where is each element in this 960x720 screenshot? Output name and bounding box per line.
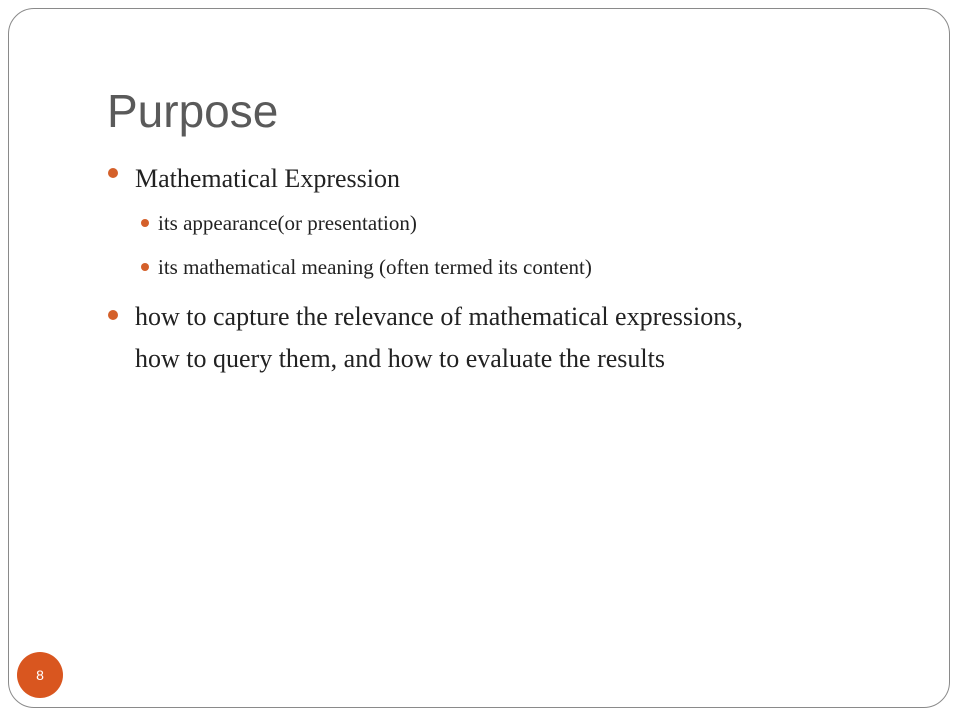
slide-title: Purpose xyxy=(107,85,279,137)
bullet-item: Mathematical Expression xyxy=(135,164,400,193)
sub-bullet-dot-icon xyxy=(141,263,149,271)
page-number-badge: 8 xyxy=(17,652,63,698)
sub-bullet-item: its appearance(or presentation) xyxy=(158,211,417,235)
bullet-item-line-2: how to query them, and how to evaluate the results xyxy=(135,344,665,373)
sub-bullet-dot-icon xyxy=(141,219,149,227)
bullet-dot-icon xyxy=(108,310,118,320)
sub-bullet-item: its mathematical meaning (often termed its content) xyxy=(158,255,592,279)
bullet-item-line-1: how to capture the relevance of mathematical expressions, xyxy=(135,302,743,331)
bullet-dot-icon xyxy=(108,168,118,178)
